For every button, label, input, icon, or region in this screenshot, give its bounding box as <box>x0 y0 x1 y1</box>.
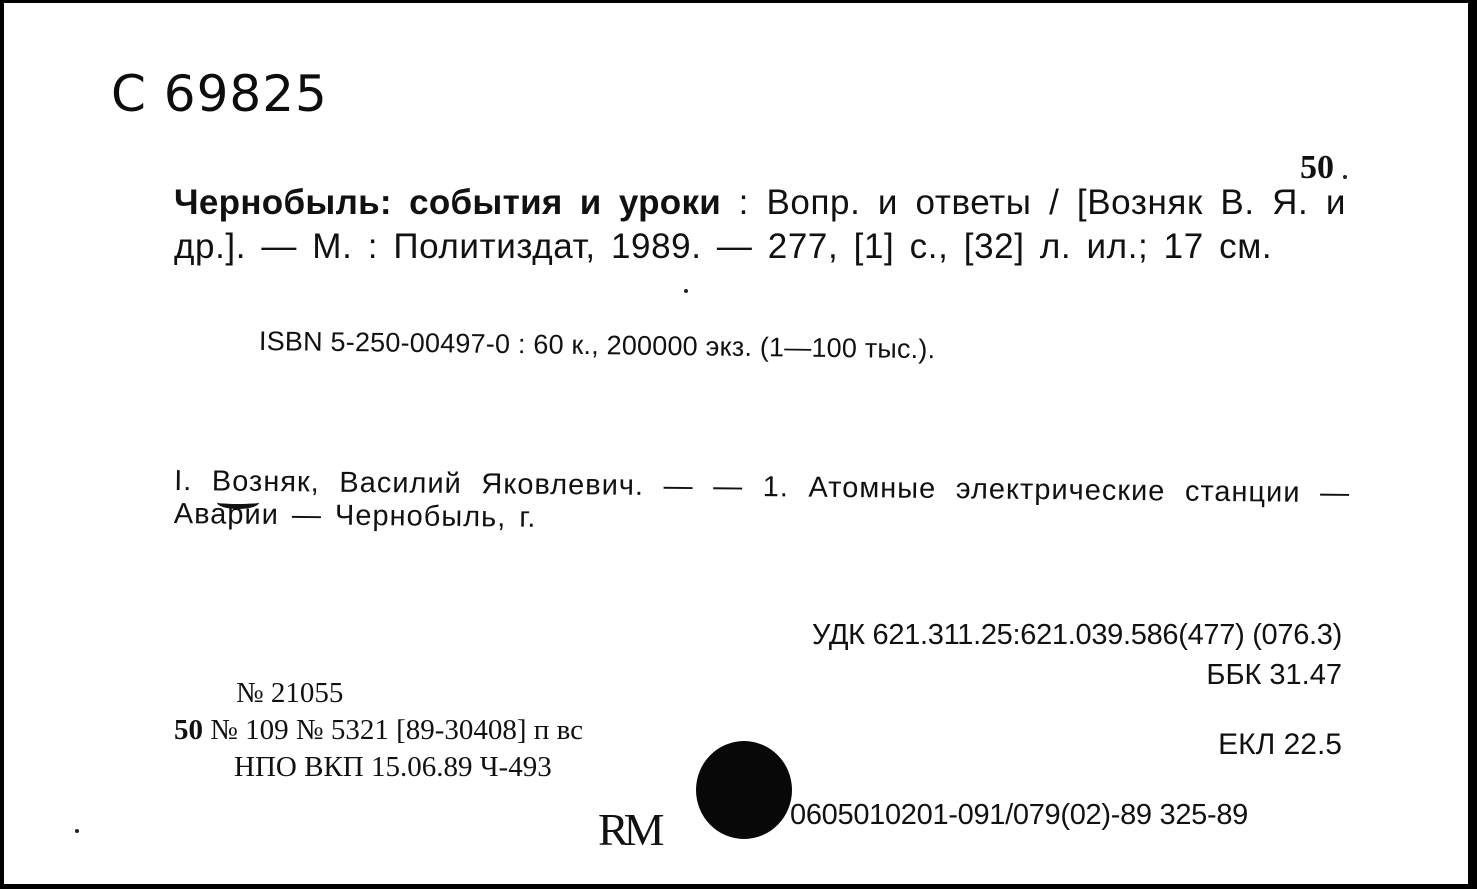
rm-mark: RM <box>598 804 660 855</box>
print-line-2: НПО ВКП 15.06.89 Ч-493 <box>234 751 552 783</box>
entry-description: : Вопр. и ответы / [Возняк В. Я. и др.]. — М. : Политиздат, 1989. — 277, [1] с., [32] л. ил.; 17 см. <box>174 183 1346 266</box>
print-line-1 <box>174 714 583 747</box>
print-line-1-rest: № 109 № 5321 [89-30408] п вс <box>203 714 583 746</box>
bibliographic-entry <box>174 181 1346 269</box>
speck <box>684 289 688 293</box>
udk-index: УДК 621.311.25:621.039.586(477) (076.3) <box>812 619 1342 651</box>
call-number: С 69825 <box>111 65 328 123</box>
card-code: 0605010201-091/079(02)-89 325-89 <box>790 799 1249 831</box>
page-number: 50 <box>1300 149 1334 186</box>
isbn-line: ISBN 5-250-00497-0 : 60 к., 200000 экз. (1—100 тыс.). <box>258 326 936 365</box>
tracings: I. Возняк, Василий Яковлевич. — — 1. Атомные электрические станции — Аварии — Чернобыль, г. <box>173 465 1351 534</box>
print-number: № 21055 <box>236 677 344 709</box>
print-line-1-lead: 50 <box>174 714 203 746</box>
bbk-index: ББК 31.47 <box>1206 659 1342 691</box>
catalog-card <box>4 3 1468 884</box>
speck <box>1343 175 1347 179</box>
speck <box>75 829 79 833</box>
ekl-index: ЕКЛ 22.5 <box>1218 728 1342 761</box>
black-stamp-dot <box>696 741 792 839</box>
entry-title: Чернобыль: события и уроки <box>174 183 722 222</box>
